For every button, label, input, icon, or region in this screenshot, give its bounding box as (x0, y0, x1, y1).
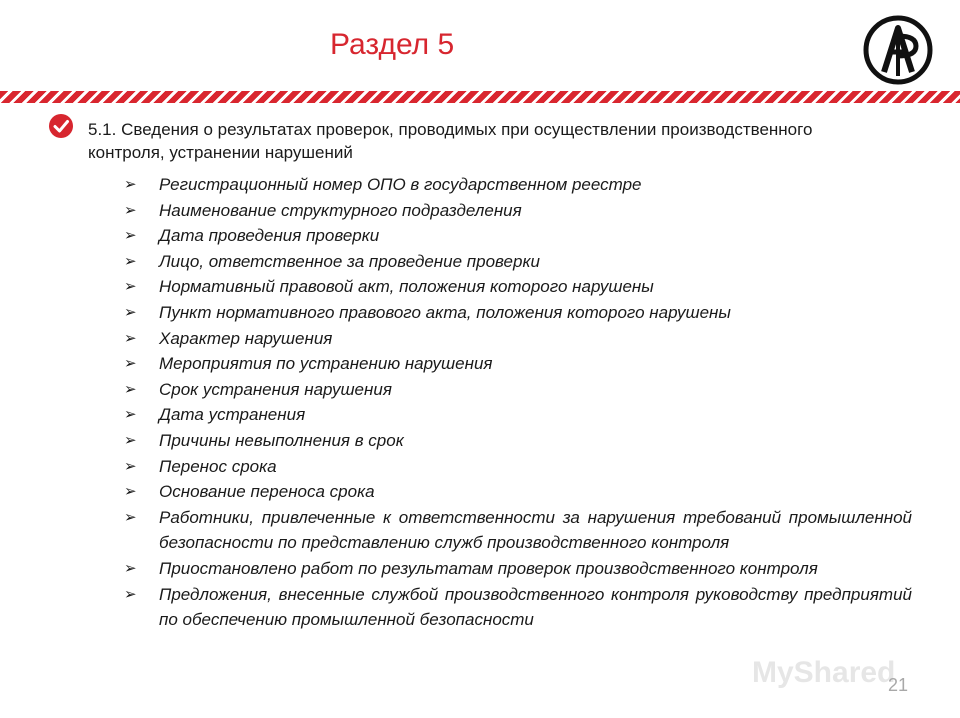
check-circle-icon (48, 113, 74, 139)
list-item-text: Перенос срока (159, 456, 277, 476)
list-item (124, 428, 912, 454)
list-item-text: Регистрационный номер ОПО в государственном реестре (159, 175, 642, 194)
list-item (124, 172, 912, 198)
list-item-text: Наименование структурного подразделения (159, 200, 522, 220)
arrow-bullet-icon: ➢ (124, 200, 137, 219)
list-item (124, 556, 912, 582)
page-title: Раздел 5 (330, 28, 455, 61)
list-item (124, 505, 912, 556)
company-emblem-icon (862, 14, 934, 86)
list-item-text: Лицо, ответственное за проведение проверки (159, 251, 540, 271)
list-item-text: Дата проведения проверки (159, 226, 380, 246)
list-item (124, 198, 912, 224)
list-item-text: Основание переноса срока (159, 482, 375, 502)
list-item-text: Мероприятия по устранению нарушения (159, 354, 493, 374)
arrow-bullet-icon: ➢ (124, 456, 137, 475)
list-item (124, 274, 912, 300)
arrow-bullet-icon: ➢ (124, 584, 137, 603)
arrow-bullet-icon: ➢ (124, 175, 137, 193)
list-item (124, 454, 912, 480)
list-item (124, 582, 912, 633)
watermark: MyShared (752, 656, 896, 689)
list-item-text: Причины невыполнения в срок (159, 430, 404, 450)
arrow-bullet-icon: ➢ (124, 354, 137, 373)
list-item (124, 402, 912, 428)
list-item (124, 326, 912, 352)
list-item (124, 479, 912, 505)
arrow-bullet-icon: ➢ (124, 507, 137, 526)
list-item-text: Нормативный правовой акт, положения которого нарушены (159, 277, 654, 297)
list-item (124, 300, 912, 326)
arrow-bullet-icon: ➢ (124, 430, 137, 449)
arrow-bullet-icon: ➢ (124, 277, 137, 296)
list-item (124, 223, 912, 249)
list-item (124, 249, 912, 275)
list-item-text: Срок устранения нарушения (159, 379, 392, 399)
list-item (124, 377, 912, 403)
arrow-bullet-icon: ➢ (124, 328, 137, 347)
arrow-bullet-icon: ➢ (124, 558, 137, 577)
list-item (124, 351, 912, 377)
list-item-text: Пункт нормативного правового акта, положения которого нарушены (159, 302, 731, 322)
list-item-text: Дата устранения (159, 405, 306, 425)
list-item-text: Приостановлено работ по результатам проверок производственного контроля (159, 558, 818, 578)
header-divider-stripe (0, 91, 960, 103)
arrow-bullet-icon: ➢ (124, 482, 137, 501)
arrow-bullet-icon: ➢ (124, 226, 137, 245)
arrow-bullet-icon: ➢ (124, 379, 137, 398)
list-item-text: Работники, привлеченные к ответственности за нарушения требований промышленной безопасности по представлению служб производственного контроля (159, 507, 912, 553)
section-heading: 5.1. Сведения о результатах проверок, проводимых при осуществлении производственного контроля, устранении нарушений (88, 120, 813, 162)
arrow-bullet-icon: ➢ (124, 251, 137, 270)
page-number: 21 (888, 675, 909, 695)
arrow-bullet-icon: ➢ (124, 302, 137, 321)
arrow-bullet-icon: ➢ (124, 405, 137, 424)
requirements-list (124, 172, 912, 633)
list-item-text: Характер нарушения (159, 328, 333, 348)
list-item-text: Предложения, внесенные службой производственного контроля руководству предприятий по обеспечению промышленной безопасности (159, 584, 912, 630)
